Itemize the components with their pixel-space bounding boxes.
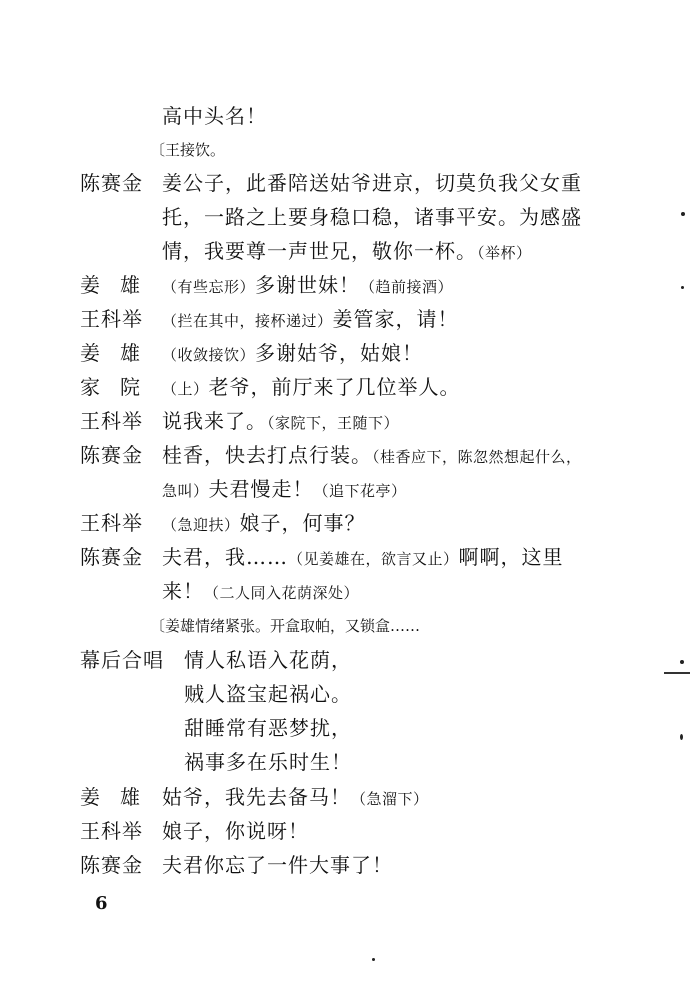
dialogue-line: 托，一路之上要身稳口稳，诸事平安。为感盛 bbox=[162, 205, 582, 229]
speaker-name: 陈赛金 bbox=[80, 853, 143, 877]
stage-direction: （见姜雄在，欲言又止） bbox=[288, 550, 459, 568]
speaker-name: 王科举 bbox=[80, 307, 143, 331]
speaker-name: 姜雄 bbox=[80, 785, 160, 809]
dialogue-line bbox=[162, 545, 564, 571]
stage-direction: （拦在其中，接杯递过） bbox=[162, 312, 333, 330]
dialogue-line bbox=[162, 511, 366, 537]
speaker-name: 王科举 bbox=[80, 511, 143, 535]
dialogue-line bbox=[162, 579, 359, 605]
speaker-name: 姜雄 bbox=[80, 273, 160, 297]
dialogue-text: 情，我要尊一声世兄，敬你一杯。 bbox=[162, 239, 477, 263]
dialogue-line: 姜公子，此番陪送姑爷进京，切莫负我父女重 bbox=[162, 171, 582, 195]
dialogue-line bbox=[162, 341, 423, 367]
scan-speck bbox=[681, 286, 684, 289]
dialogue-text: 多谢世妹！ bbox=[255, 273, 361, 297]
dialogue-text: 桂香，快去打点行装。 bbox=[162, 443, 372, 467]
speaker-name: 陈赛金 bbox=[80, 171, 143, 195]
speaker-name: 陈赛金 bbox=[80, 545, 143, 569]
stage-direction: （有些忘形） bbox=[162, 278, 256, 296]
dialogue-line bbox=[162, 443, 582, 469]
verse-line: 祸事多在乐时生！ bbox=[184, 750, 352, 774]
speaker-name: 家院 bbox=[80, 375, 160, 399]
scan-mark bbox=[664, 672, 690, 674]
speaker-name: 王科举 bbox=[80, 409, 143, 433]
stage-direction: 〔姜雄情绪紧张。开盒取帕，又锁盒…… bbox=[150, 617, 421, 635]
dialogue-text: 多谢姑爷，姑娘！ bbox=[255, 341, 424, 365]
stage-direction: 〔王接饮。 bbox=[150, 141, 226, 159]
page-number: 6 bbox=[95, 893, 108, 914]
verse-line: 情人私语入花荫， bbox=[184, 648, 352, 672]
dialogue-text: 来！ bbox=[162, 579, 204, 603]
stage-direction: （二人同入花荫深处） bbox=[204, 584, 360, 602]
speaker-name: 陈赛金 bbox=[80, 443, 143, 467]
scan-speck bbox=[680, 660, 684, 664]
speaker-name: 幕后合唱 bbox=[80, 648, 164, 672]
stage-direction: （追下花亭） bbox=[313, 482, 407, 500]
speaker-name: 姜雄 bbox=[80, 341, 160, 365]
dialogue-text: 姑爷，我先去备马！ bbox=[162, 785, 351, 809]
dialogue-line bbox=[162, 307, 459, 333]
dialogue-line bbox=[162, 477, 407, 503]
scan-speck bbox=[681, 212, 685, 216]
dialogue-text: 娘子，何事？ bbox=[239, 511, 366, 535]
speaker-name: 王科举 bbox=[80, 819, 143, 843]
dialogue-text: 啊啊，这里 bbox=[458, 545, 564, 569]
dialogue-line bbox=[162, 273, 453, 299]
dialogue-text: 姜管家，请！ bbox=[332, 307, 459, 331]
dialogue-line: 娘子，你说呀！ bbox=[162, 819, 309, 843]
dialogue-text: 夫君，我…… bbox=[162, 545, 288, 569]
verse-line: 贼人盗宝起祸心。 bbox=[184, 682, 352, 706]
stage-direction: （急迎扶） bbox=[162, 516, 240, 534]
scan-speck bbox=[680, 734, 683, 740]
stage-direction: （桂香应下，陈忽然想起什么， bbox=[372, 448, 582, 466]
stage-direction: （急溜下） bbox=[351, 790, 429, 808]
verse-line: 甜睡常有恶梦扰， bbox=[184, 716, 352, 740]
dialogue-text: 说我来了。 bbox=[162, 409, 267, 433]
stage-direction: （趋前接酒） bbox=[360, 278, 454, 296]
stage-direction: （上） bbox=[162, 380, 209, 398]
dialogue-line bbox=[162, 239, 532, 265]
stage-direction: （家院下，王随下） bbox=[267, 414, 400, 432]
scan-speck bbox=[372, 958, 375, 961]
dialogue-line: 高中头名！ bbox=[162, 104, 267, 128]
stage-direction: （举杯） bbox=[477, 244, 532, 262]
dialogue-line bbox=[162, 375, 461, 401]
stage-direction: 急叫） bbox=[162, 482, 209, 500]
stage-direction: （收敛接饮） bbox=[162, 346, 256, 364]
dialogue-line: 夫君你忘了一件大事了！ bbox=[162, 853, 393, 877]
dialogue-line bbox=[162, 785, 429, 811]
dialogue-text: 老爷，前厅来了几位举人。 bbox=[208, 375, 461, 399]
dialogue-text: 夫君慢走！ bbox=[208, 477, 314, 501]
dialogue-line bbox=[162, 409, 399, 435]
